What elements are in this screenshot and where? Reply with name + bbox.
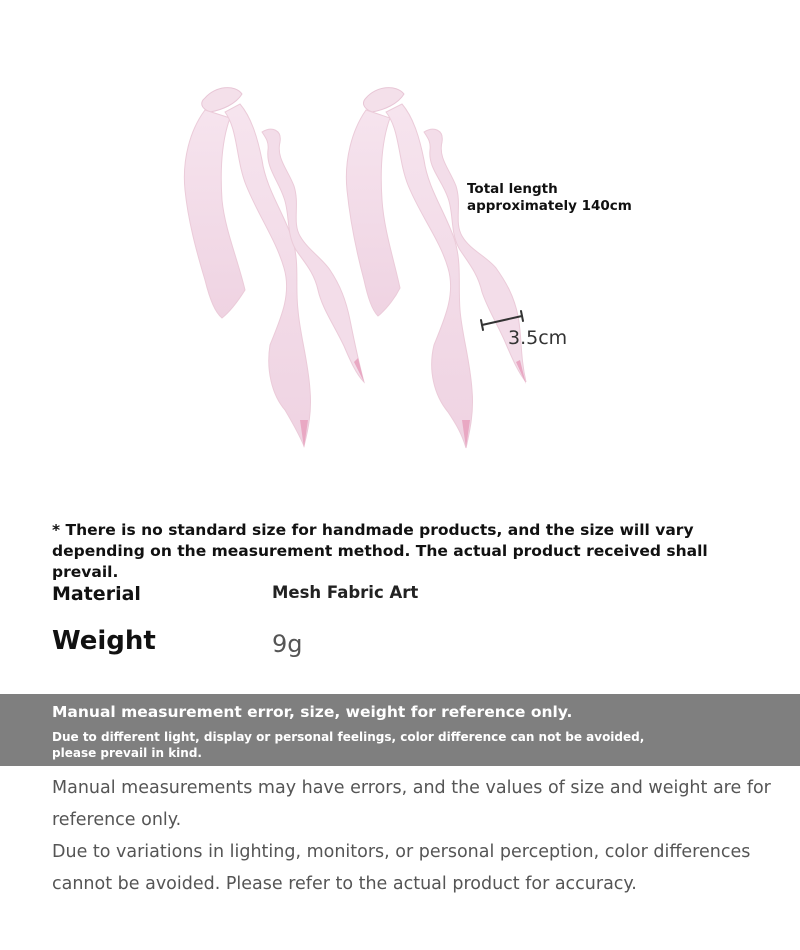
reference-banner — [0, 694, 800, 766]
material-value: Mesh Fabric Art — [272, 583, 419, 602]
disclaimer — [52, 772, 772, 900]
ribbon-tail — [346, 110, 400, 316]
weight-value: 9g — [272, 630, 303, 658]
disclaimer-line-2: Due to variations in lighting, monitors, or personal perception, color differences cannot be avoided. Please refer to the actual product for accuracy. — [52, 842, 751, 894]
banner-title: Manual measurement error, size, weight for reference only. — [52, 703, 573, 721]
width-label: 3.5cm — [508, 327, 568, 349]
ribbon-left-pair — [184, 88, 364, 448]
disclaimer-line-1: Manual measurements may have errors, and the values of size and weight are for reference only. — [52, 778, 771, 830]
total-length-value: approximately 140cm — [467, 198, 632, 214]
banner-subtitle: Due to different light, display or personal feelings, color difference can not be avoided, please prevail in kind. — [52, 730, 645, 760]
weight-label: Weight — [52, 626, 156, 656]
material-label: Material — [52, 583, 141, 605]
ribbon-right-pair — [346, 88, 526, 448]
size-note: * There is no standard size for handmade products, and the size will vary depending on the measurement method. The actual product received shall prevail. — [52, 521, 708, 581]
ribbon-tail — [386, 104, 473, 448]
total-length-label — [467, 181, 632, 215]
total-length-line: Total length — [467, 181, 558, 197]
